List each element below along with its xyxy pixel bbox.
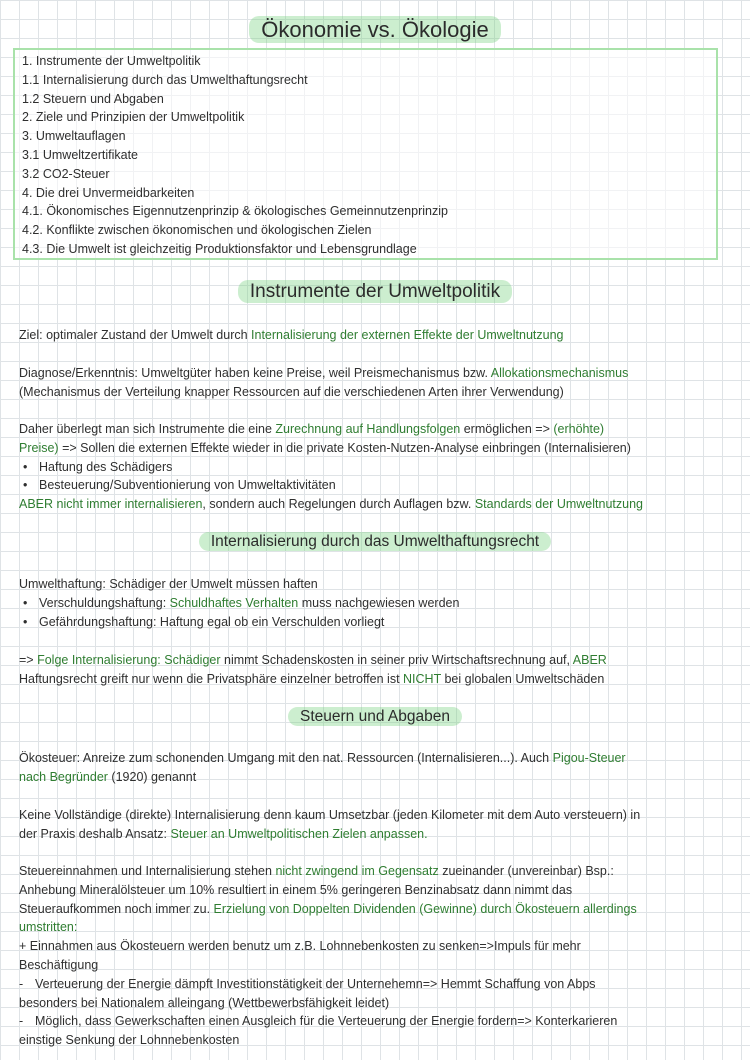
toc-item: 1. Instrumente der Umweltpolitik (22, 54, 201, 68)
paragraph-keine: Keine Vollständige (direkte) Internalisierung denn kaum Umsetzbar (jeden Kilometer mit dem Auto versteuern) in der Praxis deshalb Ansatz: Steuer an Umweltpolitischen Zielen anpassen. (19, 808, 641, 841)
toc-item: 4. Die drei Unvermeidbarkeiten (22, 185, 195, 200)
section-heading-instrumente: Instrumente der Umweltpolitik (0, 281, 750, 303)
list-item: • Besteuerung/Subventionierung von Umweltaktivitäten (19, 476, 734, 495)
list-item: • Verschuldungshaftung: Schuldhaftes Verhalten muss nachgewiesen werden (19, 594, 734, 613)
toc-item: 4.1. Ökonomisches Eigennutzenprinzip & ökologisches Gemeinnutzenprinzip (22, 204, 448, 219)
list-item: • Haftung des Schädigers (19, 458, 734, 477)
toc-item: 4.3. Die Umwelt ist gleichzeitig Produktionsfaktor und Lebensgrundlage (22, 241, 417, 256)
paragraph-ziel: Ziel: optimaler Zustand der Umwelt durch Internalisierung der externen Effekte der Umweltnutzung (19, 328, 564, 342)
section-heading-steuern: Steuern und Abgaben (0, 708, 750, 726)
paragraph-steuereinnahmen: Steuereinnahmen und Internalisierung stehen nicht zwingend im Gegensatz zueinander (unvereinbar) Bsp.: Anhebung Mineralölsteuer um 10% resultiert in einem 5% geringeren Benzinabsatz dann nimmt das Steueraufkommen noch immer zu. Erzielung von Doppelten Dividenden (Gewinne) durch Ökosteuern allerdings umstritten: + Einnahmen aus Ökosteuern werden benutz um z.B. Lohnnebenkosten zu senken=>Impuls für mehr Beschäftigung - Verteuerung der Energie dämpft Investitionstätigkeit der Unternehemn=> Hemmt Schaffung von Abps besonders bei Nationalem alleingang (Wettbewerbsfähigkeit leidet) - Möglich, dass Gewerkschaften einen Ausgleich für die Verteuerung der Energie fordern=> Konterkarieren einstige Senkung der Lohnnebenkosten (19, 862, 734, 1050)
list-item: - Möglich, dass Gewerkschaften einen Ausgleich für die Verteuerung der Energie fordern=> Konterkarieren (19, 1012, 734, 1031)
list-item: • Gefährdungshaftung: Haftung egal ob ein Verschulden vorliegt (19, 613, 734, 632)
paragraph-diagnose: Diagnose/Erkenntnis: Umweltgüter haben keine Preise, weil Preismechanismus bzw. Allokationsmechanismus (Mechanismus der Verteilung knapper Ressourcen auf die verschiedenen Arten ihrer Verwendung) (19, 366, 629, 399)
toc-item: 2. Ziele und Prinzipien der Umweltpolitik (22, 110, 245, 125)
toc-item: 1.1 Internalisierung durch das Umwelthaftungsrecht (22, 72, 308, 87)
toc-item: 3. Umweltauflagen (22, 129, 126, 144)
paragraph-folge: => Folge Internalisierung: Schädiger nimmt Schadenskosten in seiner priv Wirtschaftsrechnung auf, ABER Haftungsrecht greift nur wenn die Privatsphäre einzelner betroffen ist NICHT bei globalen Umweltschäden (19, 653, 607, 686)
toc-item: 1.2 Steuern und Abgaben (22, 91, 164, 106)
section-heading-umwelthaftungsrecht: Internalisierung durch das Umwelthaftungsrecht (0, 533, 750, 551)
paragraph-oekosteuer: Ökosteuer: Anreize zum schonenden Umgang mit den nat. Ressourcen (Internalisieren...). Auch Pigou-Steuer nach Begründer (1920) genannt (19, 751, 626, 784)
list-item: - Verteuerung der Energie dämpft Investitionstätigkeit der Unternehemn=> Hemmt Schaffung von Abps (19, 975, 734, 994)
paragraph-umwelthaftung: Umwelthaftung: Schädiger der Umwelt müssen haften • Verschuldungshaftung: Schuldhaftes Verhalten muss nachgewiesen werden • Gefährdungshaftung: Haftung egal ob ein Verschulden vorliegt (19, 575, 734, 631)
page-title: Ökonomie vs. Ökologie (0, 17, 750, 43)
table-of-contents (13, 48, 718, 260)
paragraph-daher: Daher überlegt man sich Instrumente die eine Zurechnung auf Handlungsfolgen ermöglichen => (erhöhte) Preise) => Sollen die externen Effekte wieder in die private Kosten-Nutzen-Analyse einbringen (Internalisieren) • Haftung des Schädigers • Besteuerung/Subventionierung von Umweltaktivitäten ABER nicht immer internalisieren, sondern auch Regelungen durch Auflagen bzw. Standards der Umweltnutzung (19, 420, 734, 514)
toc-item: 3.1 Umweltzertifikate (22, 147, 139, 162)
toc-item: 4.2. Konflikte zwischen ökonomischen und ökologischen Zielen (22, 223, 372, 238)
toc-item: 3.2 CO2-Steuer (22, 166, 110, 181)
